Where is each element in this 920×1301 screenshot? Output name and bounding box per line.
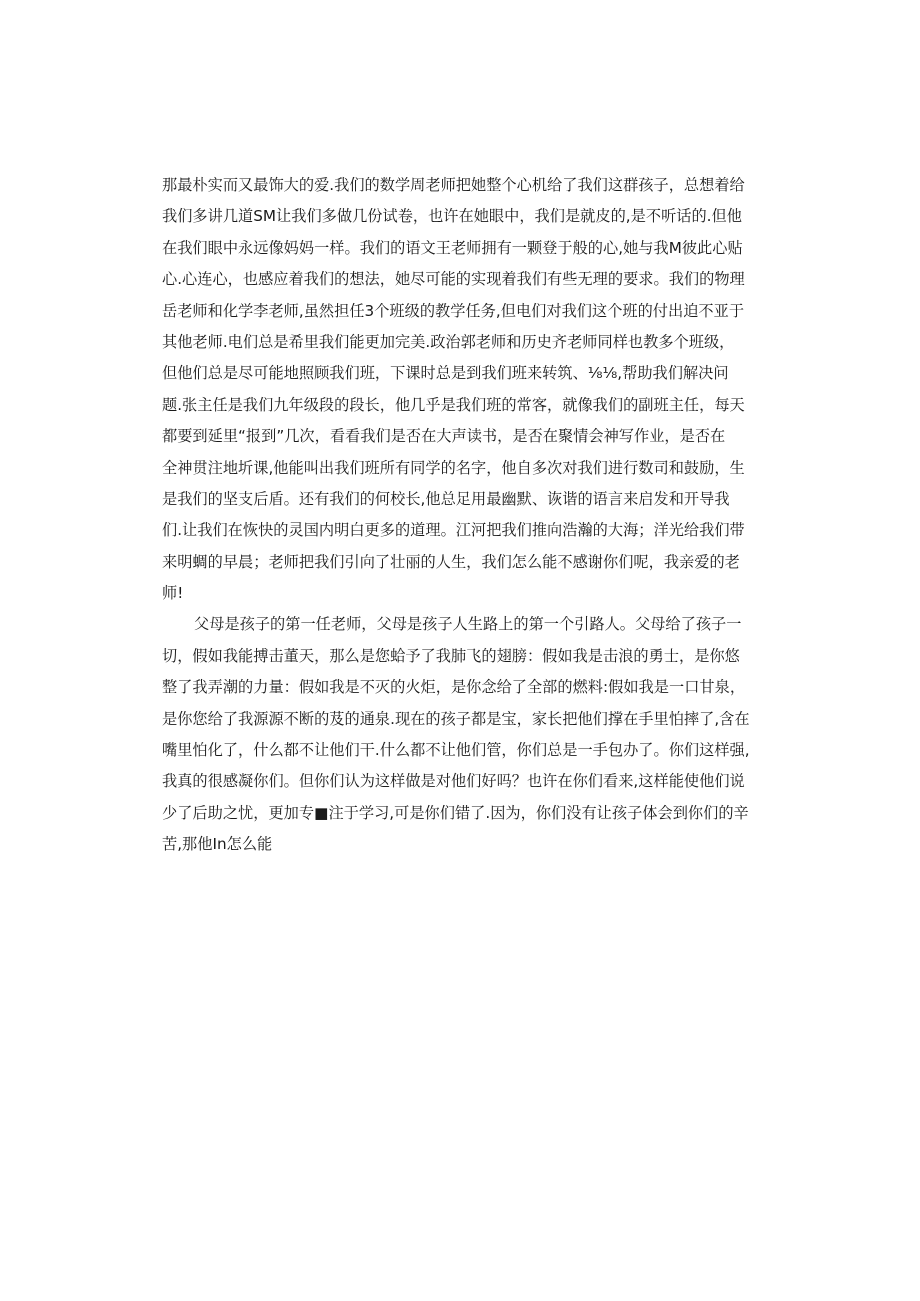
text-line: 题.张主任是我们九年级段的段长，他几乎是我们班的常客，就像我们的副班主任，每天	[162, 395, 745, 414]
text-line: 苦,那他In怎么能	[162, 835, 273, 854]
text-line: 整了我弄潮的力量：假如我是不灭的火炬，是你念给了全部的燃料:假如我是一口甘泉，	[162, 678, 746, 697]
text-line: 们.让我们在恢快的灵国内明白更多的道理。江河把我们推向浩瀚的大海；洋光给我们带	[162, 521, 745, 540]
text-line: 岳老师和化学李老师,虽然担任3个班级的教学任务,但电们对我们这个班的付出迫不亚于	[162, 301, 745, 320]
text-line: 是我们的坚支后盾。还有我们的何校长,他总足用最幽默、诙谐的语言来启发和开导我	[162, 489, 730, 508]
text-line: 但他们总是尽可能地照顾我们班，下课时总是到我们班来转筑、⅛⅛,帮助我们解决问	[162, 364, 729, 383]
text-line: 来明蜩的早晨；老师把我们引向了壮丽的人生，我们怎么能不感谢你们呢，我亲爱的老	[162, 552, 740, 571]
text-line: 心.心连心，也感应着我们的想法，她尽可能的实现着我们有些无理的要求。我们的物理	[162, 270, 745, 289]
text-line: 其他老师.电们总是希里我们能更加完美.政治郭老师和历史齐老师同样也教多个班级，	[162, 332, 735, 351]
text-line: 全神贯注地圻课,他能叫出我们班所有同学的名字，他自多次对我们进行数司和鼓励，生	[162, 458, 745, 477]
text-line: 在我们眼中永远像妈妈一样。我们的语文王老师拥有一颗登于般的心,她与我M彼此心贴	[162, 238, 743, 257]
text-line: 嘴里怕化了，什么都不让他们干.什么都不让他们管，你们总是一手包办了。你们这样强,	[162, 741, 750, 760]
paragraph-1	[162, 170, 762, 609]
text-line: 都要到延里“报到”几次，看看我们是否在大声读书，是否在聚情会神写作业，是否在	[162, 427, 726, 446]
text-line: 切，假如我能搏击董天，那么是您蛤予了我肺飞的翅膀：假如我是击浪的勇士，是你悠	[162, 646, 740, 665]
text-line: 是你您给了我源源不断的芨的通泉.现在的孩子都是宝，家长把他们撑在手里怕摔了,含在	[162, 709, 750, 728]
document-body	[162, 170, 762, 861]
text-line: 那最朴实而又最饰大的爱.我们的数学周老师把她整个心机给了我们这群孩子，总想着给	[162, 176, 745, 194]
text-line: 少了后助之忧，更加专■注于学习,可是你们错了.因为，你们没有让孩子体会到你们的辛	[162, 803, 749, 822]
text-line: 父母是孩子的第一任老师，父母是孩子人生路上的第一个引路人。父母给了孩子一	[194, 615, 742, 634]
text-line: 师!	[162, 584, 184, 603]
text-line: 我们多讲几道SM让我们多做几份试卷，也许在她眼中，我们是就皮的,是不听话的.但他	[162, 207, 742, 226]
text-line: 我真的很感凝你们。但你们认为这样做是对他们好吗？也许在你们看来,这样能使他们说	[162, 772, 745, 791]
paragraph-2	[162, 609, 762, 860]
